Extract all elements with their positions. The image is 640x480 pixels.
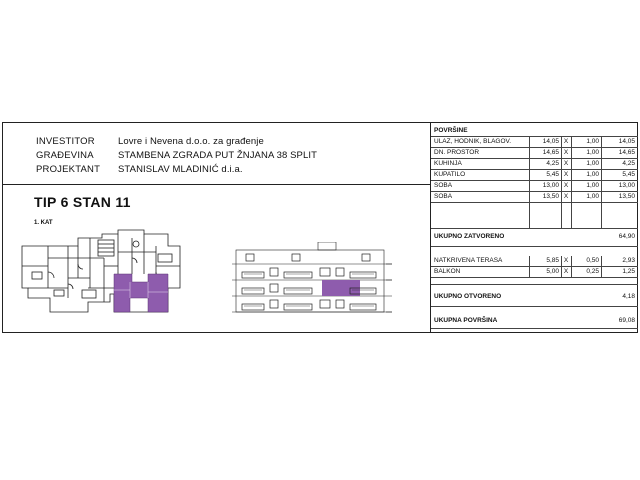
table-cell-coef: 1,00 — [586, 171, 599, 178]
table-cell-x: X — [563, 182, 569, 189]
table-cell-x: X — [563, 138, 569, 145]
table-cell-coef: 1,00 — [586, 182, 599, 189]
table-cell-name: NATKRIVENA TERASA — [434, 257, 503, 264]
table-cell-name: KUPATILO — [434, 171, 466, 178]
table-cell-name: DN. PROSTOR — [434, 149, 480, 156]
closed-total-value: 64,90 — [618, 233, 635, 240]
drawing-sheet — [0, 122, 640, 334]
investitor-label: INVESTITOR — [36, 136, 95, 147]
table-cell-area: 13,00 — [542, 182, 559, 189]
area-table — [431, 122, 638, 333]
table-cell-name: BALKON — [434, 268, 461, 275]
building-elevation-drawing — [232, 242, 402, 322]
table-cell-x: X — [563, 268, 569, 275]
gradjevina-label: GRAĐEVINA — [36, 150, 94, 161]
table-cell-total: 14,05 — [618, 138, 635, 145]
apartment-highlight — [114, 274, 168, 312]
floor-plan-drawing — [18, 228, 193, 314]
table-cell-area: 4,25 — [546, 160, 559, 167]
projektant-label: PROJEKTANT — [36, 164, 101, 175]
table-cell-x: X — [563, 149, 569, 156]
table-cell-coef: 1,00 — [586, 160, 599, 167]
table-cell-coef: 0,50 — [586, 257, 599, 264]
grand-total-value: 69,08 — [618, 317, 635, 324]
table-cell-area: 13,50 — [542, 193, 559, 200]
apartment-title: TIP 6 STAN 11 — [34, 194, 131, 210]
table-cell-area: 5,00 — [546, 268, 559, 275]
closed-total-row — [431, 232, 638, 243]
table-heading: POVRŠINE — [434, 127, 468, 134]
open-total-value: 4,18 — [622, 293, 635, 300]
table-cell-coef: 1,00 — [586, 138, 599, 145]
table-cell-x: X — [563, 257, 569, 264]
table-cell-area: 5,85 — [546, 257, 559, 264]
projektant-value: STANISLAV MLADINIĆ d.i.a. — [118, 164, 243, 175]
table-cell-total: 13,00 — [618, 182, 635, 189]
table-cell-total: 1,25 — [622, 268, 635, 275]
header-separator — [2, 184, 430, 185]
table-cell-x: X — [563, 193, 569, 200]
closed-total-label: UKUPNO ZATVORENO — [434, 233, 505, 240]
grand-total-label: UKUPNA POVRŠINA — [434, 317, 498, 324]
table-cell-coef: 1,00 — [586, 149, 599, 156]
investitor-value: Lovre i Nevena d.o.o. za građenje — [118, 136, 264, 147]
table-cell-total: 13,50 — [618, 193, 635, 200]
table-cell-total: 14,65 — [618, 149, 635, 156]
table-cell-coef: 0,25 — [586, 268, 599, 275]
table-cell-area: 14,65 — [542, 149, 559, 156]
grand-total-row — [431, 316, 638, 327]
open-total-row — [431, 292, 638, 303]
table-cell-name: SOBA — [434, 193, 453, 200]
open-total-label: UKUPNO OTVORENO — [434, 293, 502, 300]
table-cell-x: X — [563, 160, 569, 167]
table-cell-total: 4,25 — [622, 160, 635, 167]
floor-label: 1. KAT — [34, 220, 53, 226]
gradjevina-value: STAMBENA ZGRADA PUT ŽNJANA 38 SPLIT — [118, 150, 318, 161]
table-cell-area: 5,45 — [546, 171, 559, 178]
table-cell-name: ULAZ, HODNIK, BLAGOV. — [434, 138, 512, 145]
table-cell-x: X — [563, 171, 569, 178]
table-cell-name: SOBA — [434, 182, 453, 189]
table-cell-name: KUHINJA — [434, 160, 462, 167]
table-cell-total: 5,45 — [622, 171, 635, 178]
table-cell-area: 14,05 — [542, 138, 559, 145]
table-cell-coef: 1,00 — [586, 193, 599, 200]
table-cell-total: 2,93 — [622, 257, 635, 264]
